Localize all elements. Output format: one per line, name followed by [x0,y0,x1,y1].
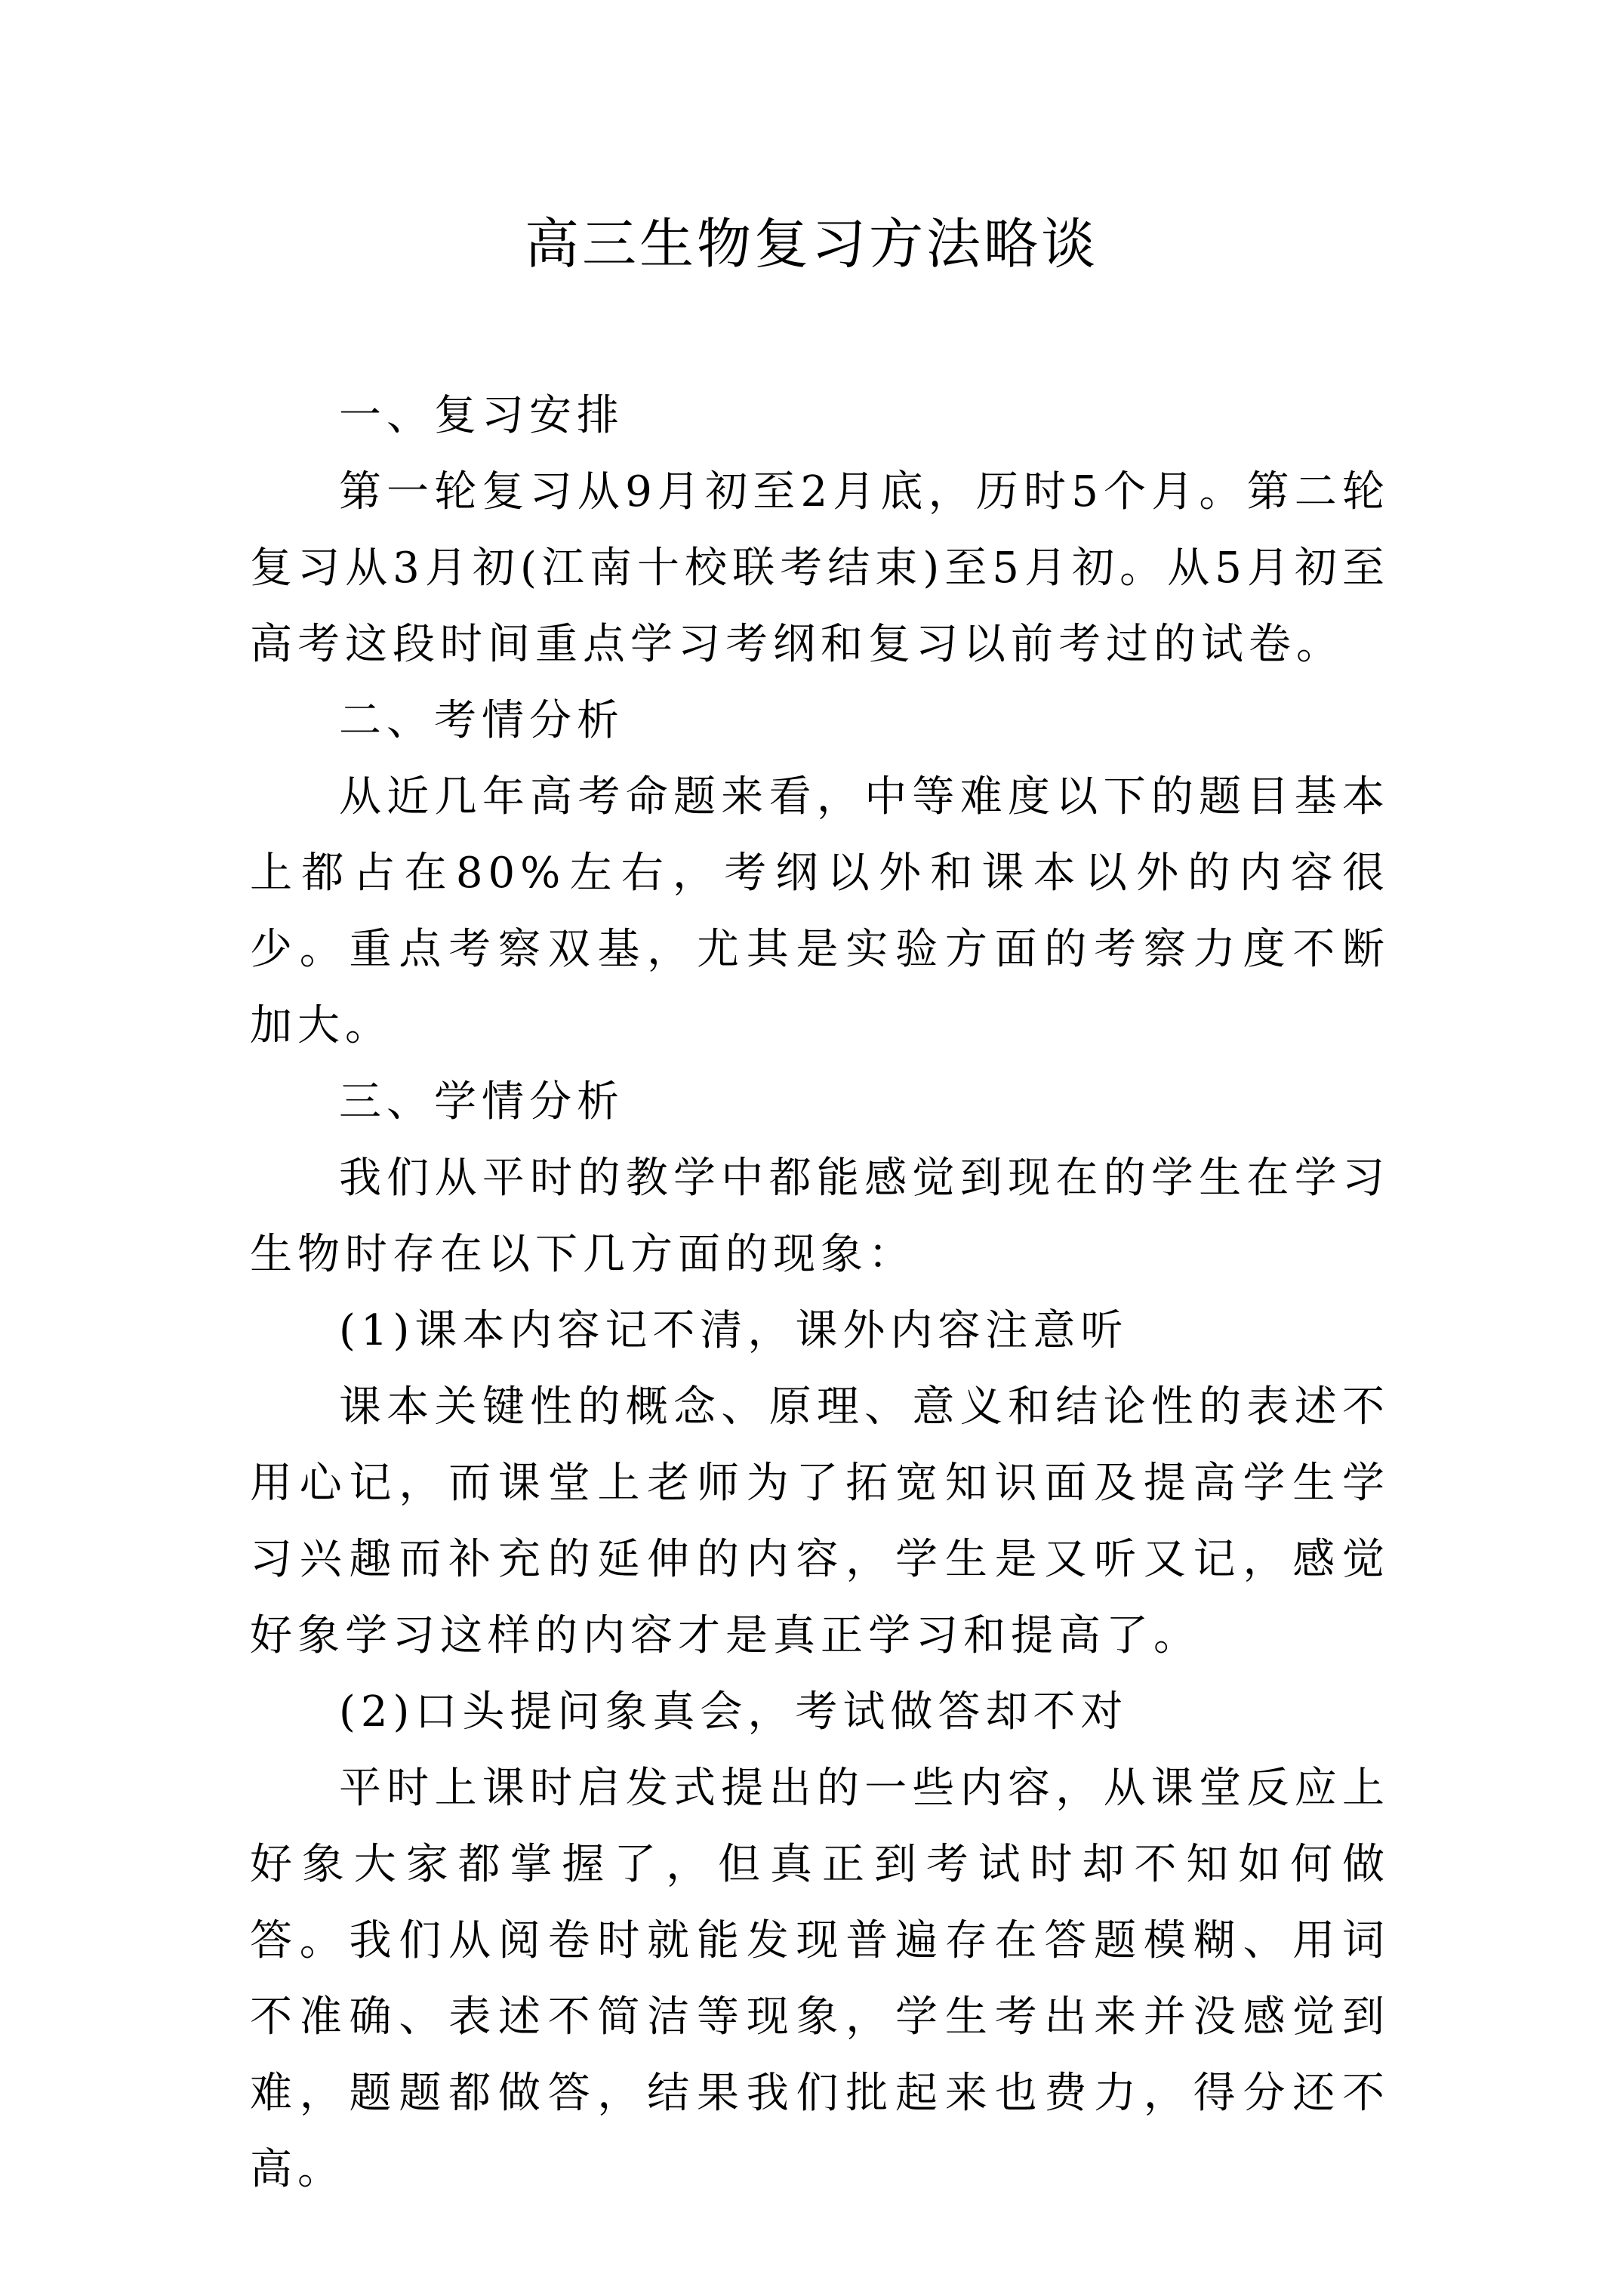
section-heading-schedule: 一、复习安排 [339,391,624,440]
subheading-point-2: (2)口头提问象真会，考试做答却不对 [339,1687,1129,1737]
document-body [250,378,1390,2208]
paragraph-exam-analysis: 从近几年高考命题来看，中等难度以下的题目基本上都占在80%左右，考纲以外和课本以外的内容很少。重点考察双基，尤其是实验方面的考察力度不断加大。 [250,772,1390,1050]
paragraph-point-1: 课本关键性的概念、原理、意义和结论性的表述不用心记，而课堂上老师为了拓宽知识面及提高学生学习兴趣而补充的延伸的内容，学生是又听又记，感觉好象学习这样的内容才是真正学习和提高了。 [250,1382,1390,1660]
section-heading-student-analysis: 三、学情分析 [339,1077,624,1126]
document-title: 高三生物复习方法略谈 [524,212,1098,276]
subheading-point-1: (1)课本内容记不清，课外内容注意听 [339,1306,1129,1355]
paragraph-schedule: 第一轮复习从9月初至2月底，历时5个月。第二轮复习从3月初(江南十校联考结束)至5月初。从5月初至高考这段时间重点学习考纲和复习以前考过的试卷。 [250,467,1390,669]
section-heading-exam-analysis: 二、考情分析 [339,696,624,745]
paragraph-point-2: 平时上课时启发式提出的一些内容，从课堂反应上好象大家都掌握了，但真正到考试时却不知如何做答。我们从阅卷时就能发现普遍存在答题模糊、用词不准确、表述不简洁等现象，学生考出来并没感觉到难，题题都做答，结果我们批起来也费力，得分还不高。 [250,1764,1390,2194]
paragraph-student-analysis: 我们从平时的教学中都能感觉到现在的学生在学习生物时存在以下几方面的现象： [250,1154,1390,1279]
